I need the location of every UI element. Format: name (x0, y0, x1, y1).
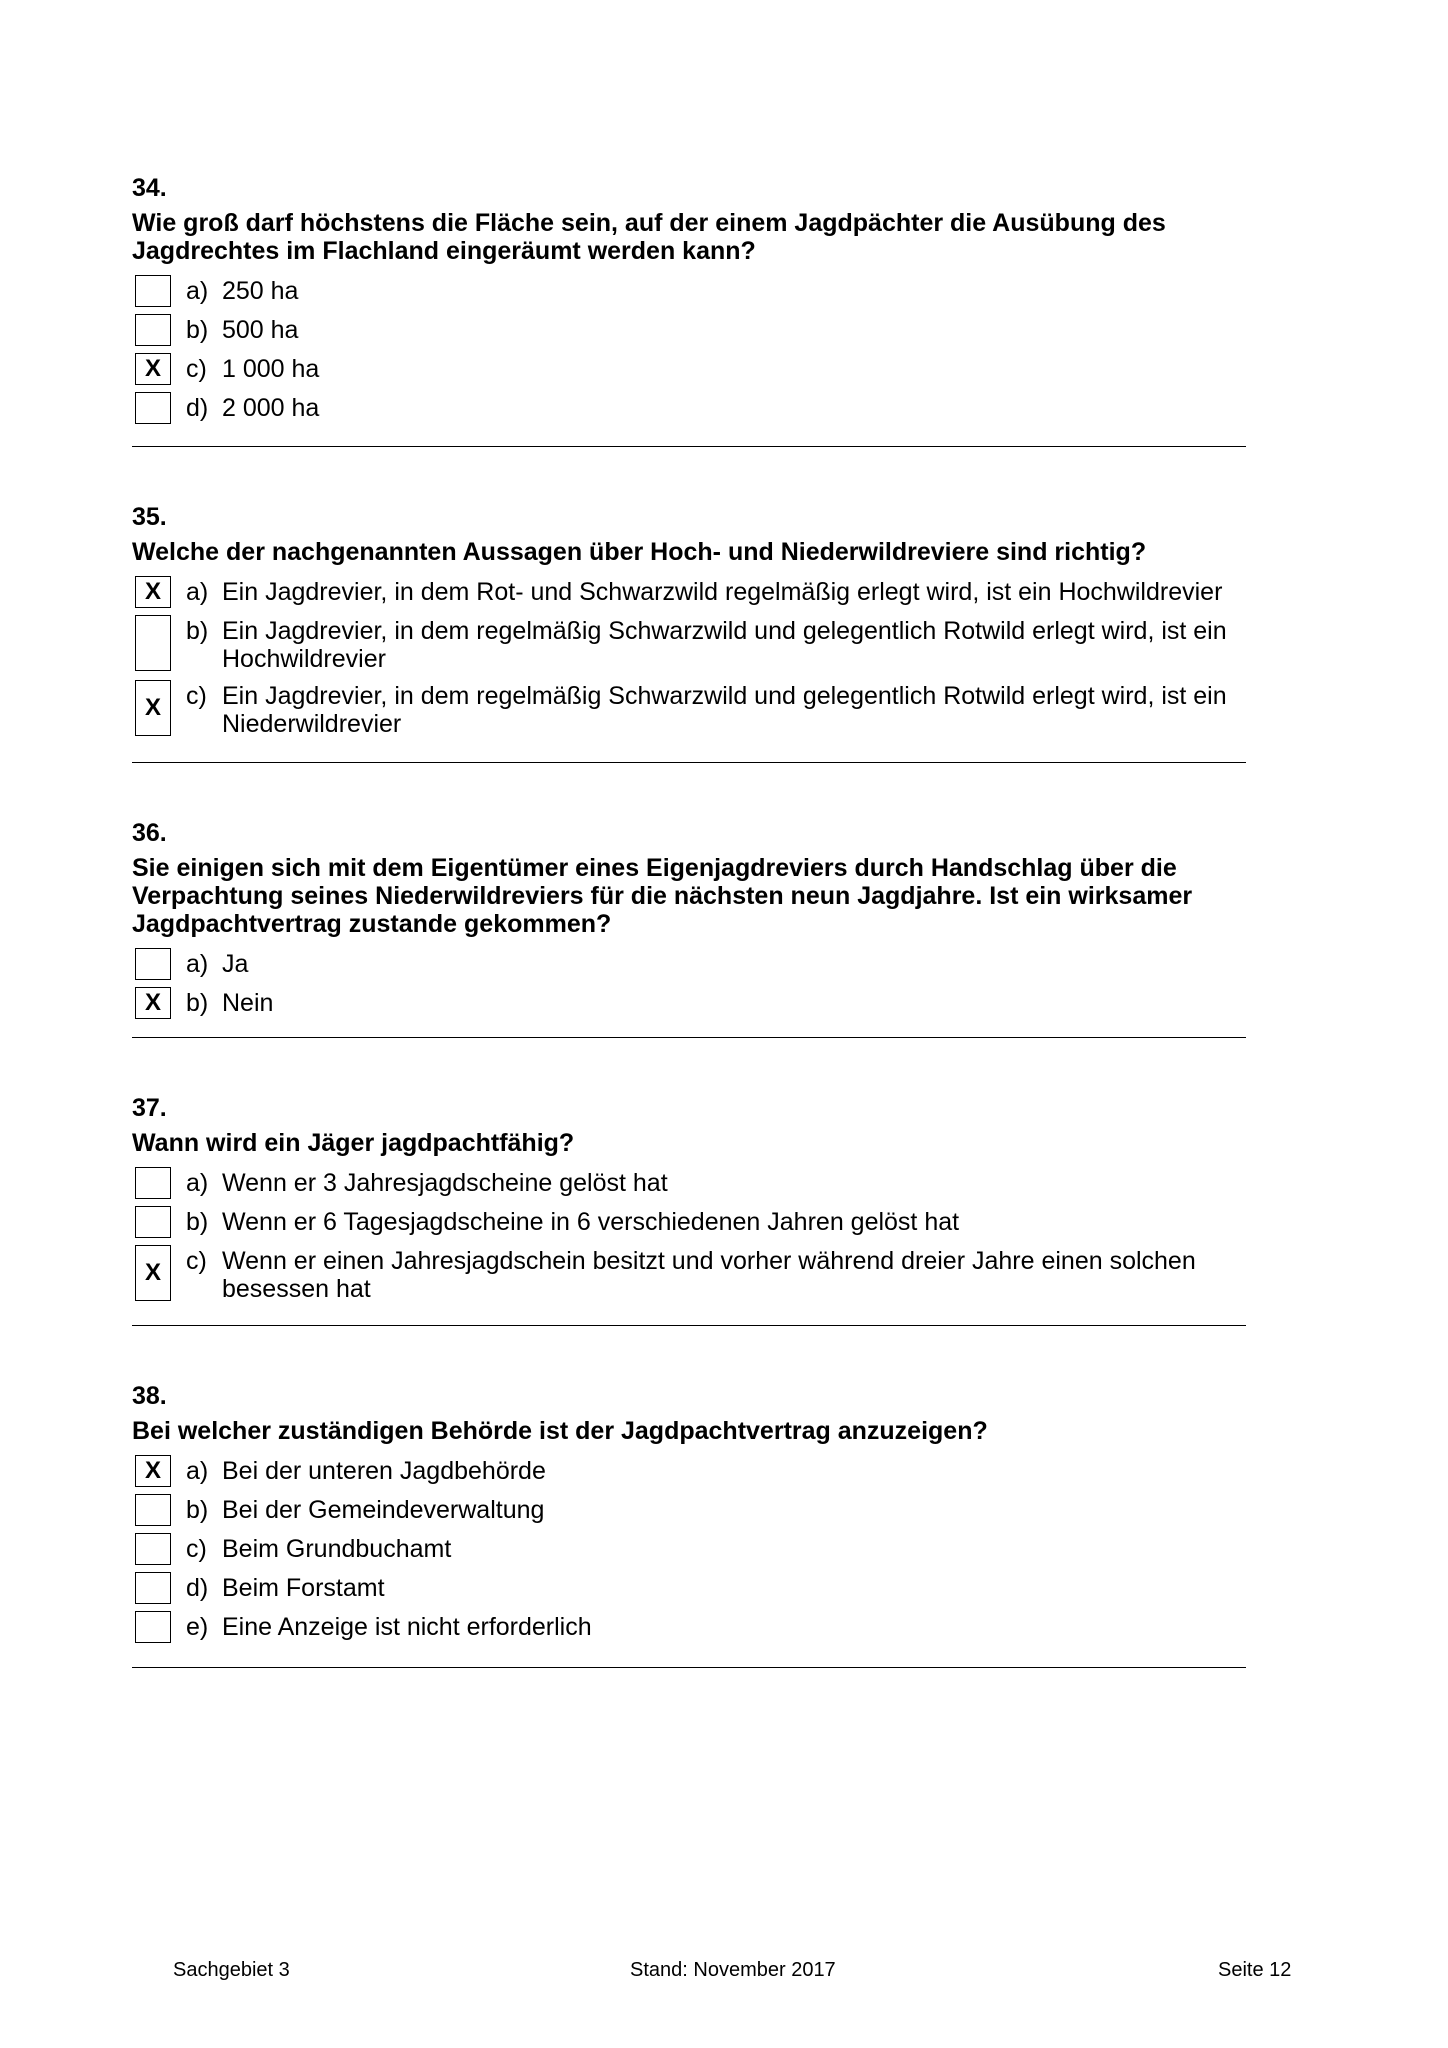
section-divider (132, 1037, 1246, 1038)
answer-letter: b) (186, 617, 209, 645)
answer-text: Beim Grundbuchamt (222, 1535, 452, 1563)
question-36 (132, 818, 1246, 1026)
answer-list (132, 1455, 1246, 1643)
answer-option (132, 1206, 1246, 1238)
answer-option (132, 353, 1246, 385)
answer-text: 1 000 ha (222, 355, 320, 383)
answer-text: Beim Forstamt (222, 1574, 385, 1602)
answer-text: Nein (222, 989, 274, 1017)
answer-letter: b) (186, 1496, 209, 1524)
answer-checkbox[interactable]: X (135, 1455, 171, 1487)
question-34 (132, 173, 1246, 431)
answer-letter: c) (186, 355, 207, 383)
answer-option (132, 615, 1246, 673)
answer-option (132, 948, 1246, 980)
answer-letter: a) (186, 950, 209, 978)
answer-option (132, 275, 1246, 307)
answer-letter: d) (186, 1574, 209, 1602)
answer-letter: a) (186, 1169, 209, 1197)
answer-checkbox[interactable]: X (135, 1245, 171, 1301)
answer-option (132, 1167, 1246, 1199)
section-divider (132, 446, 1246, 447)
question-text: Wann wird ein Jäger jagdpachtfähig? (132, 1129, 575, 1157)
answer-checkbox[interactable] (135, 1572, 171, 1604)
answer-text: Bei der Gemeindeverwaltung (222, 1496, 545, 1524)
answer-checkbox[interactable] (135, 392, 171, 424)
answer-list (132, 1167, 1246, 1303)
answer-checkbox[interactable] (135, 1494, 171, 1526)
section-divider (132, 1667, 1246, 1668)
question-37 (132, 1093, 1246, 1310)
answer-checkbox[interactable] (135, 948, 171, 980)
answer-option (132, 987, 1246, 1019)
answer-text: Ein Jagdrevier, in dem regelmäßig Schwarzwild und gelegentlich Rotwild erlegt wird, ist ein Hochwildrevier (222, 617, 1227, 673)
answer-checkbox[interactable] (135, 615, 171, 671)
answer-text: Eine Anzeige ist nicht erforderlich (222, 1613, 592, 1641)
question-number: 34. (132, 174, 167, 202)
answer-text: Wenn er 6 Tagesjagdscheine in 6 verschiedenen Jahren gelöst hat (222, 1208, 960, 1236)
answer-list (132, 576, 1246, 738)
answer-option (132, 1572, 1246, 1604)
question-number: 37. (132, 1094, 167, 1122)
footer-section-label: Sachgebiet 3 (173, 1959, 290, 1981)
answer-text: Ein Jagdrevier, in dem regelmäßig Schwarzwild und gelegentlich Rotwild erlegt wird, ist ein Niederwildrevier (222, 682, 1227, 738)
answer-letter: b) (186, 1208, 209, 1236)
question-38 (132, 1381, 1246, 1650)
question-number: 36. (132, 819, 167, 847)
footer-date: Stand: November 2017 (630, 1959, 836, 1981)
question-text: Sie einigen sich mit dem Eigentümer eines Eigenjagdreviers durch Handschlag über die Verpachtung seines Niederwildreviers für die nächsten neun Jagdjahre. Ist ein wirksamer Jagdpachtvertrag zustande gekommen? (132, 854, 1193, 938)
section-divider (132, 1325, 1246, 1326)
answer-checkbox[interactable]: X (135, 987, 171, 1019)
answer-option (132, 680, 1246, 738)
answer-text: 500 ha (222, 316, 299, 344)
answer-checkbox[interactable] (135, 1533, 171, 1565)
answer-option (132, 576, 1246, 608)
answer-letter: c) (186, 682, 207, 710)
answer-letter: a) (186, 1457, 209, 1485)
answer-checkbox[interactable] (135, 1167, 171, 1199)
answer-option (132, 314, 1246, 346)
answer-option (132, 1455, 1246, 1487)
question-number: 35. (132, 503, 167, 531)
answer-letter: a) (186, 578, 209, 606)
answer-option (132, 1611, 1246, 1643)
answer-text: Ja (222, 950, 249, 978)
answer-text: Wenn er 3 Jahresjagdscheine gelöst hat (222, 1169, 668, 1197)
answer-text: 250 ha (222, 277, 299, 305)
answer-letter: e) (186, 1613, 209, 1641)
answer-checkbox[interactable]: X (135, 576, 171, 608)
footer-page-number: Seite 12 (1218, 1959, 1292, 1981)
section-divider (132, 762, 1246, 763)
answer-option (132, 392, 1246, 424)
answer-text: Wenn er einen Jahresjagdschein besitzt und vorher während dreier Jahre einen solchen besessen hat (222, 1247, 1196, 1303)
answer-text: Bei der unteren Jagdbehörde (222, 1457, 546, 1485)
question-35 (132, 502, 1246, 745)
question-text: Bei welcher zuständigen Behörde ist der Jagdpachtvertrag anzuzeigen? (132, 1417, 988, 1445)
answer-option (132, 1245, 1246, 1303)
answer-checkbox[interactable] (135, 314, 171, 346)
answer-option (132, 1494, 1246, 1526)
answer-text: 2 000 ha (222, 394, 320, 422)
answer-text: Ein Jagdrevier, in dem Rot- und Schwarzwild regelmäßig erlegt wird, ist ein Hochwildrevier (222, 578, 1223, 606)
answer-checkbox[interactable]: X (135, 353, 171, 385)
question-number: 38. (132, 1382, 167, 1410)
answer-checkbox[interactable] (135, 1206, 171, 1238)
question-text: Welche der nachgenannten Aussagen über Hoch- und Niederwildreviere sind richtig? (132, 538, 1147, 566)
answer-list (132, 275, 1246, 424)
answer-list (132, 948, 1246, 1019)
answer-letter: b) (186, 989, 209, 1017)
answer-letter: c) (186, 1247, 207, 1275)
answer-letter: d) (186, 394, 209, 422)
answer-checkbox[interactable] (135, 1611, 171, 1643)
answer-checkbox[interactable]: X (135, 680, 171, 736)
answer-option (132, 1533, 1246, 1565)
answer-checkbox[interactable] (135, 275, 171, 307)
answer-letter: c) (186, 1535, 207, 1563)
answer-letter: a) (186, 277, 209, 305)
question-text: Wie groß darf höchstens die Fläche sein, auf der einem Jagdpächter die Ausübung des Jagdrechtes im Flachland eingeräumt werden kann? (132, 209, 1166, 265)
answer-letter: b) (186, 316, 209, 344)
